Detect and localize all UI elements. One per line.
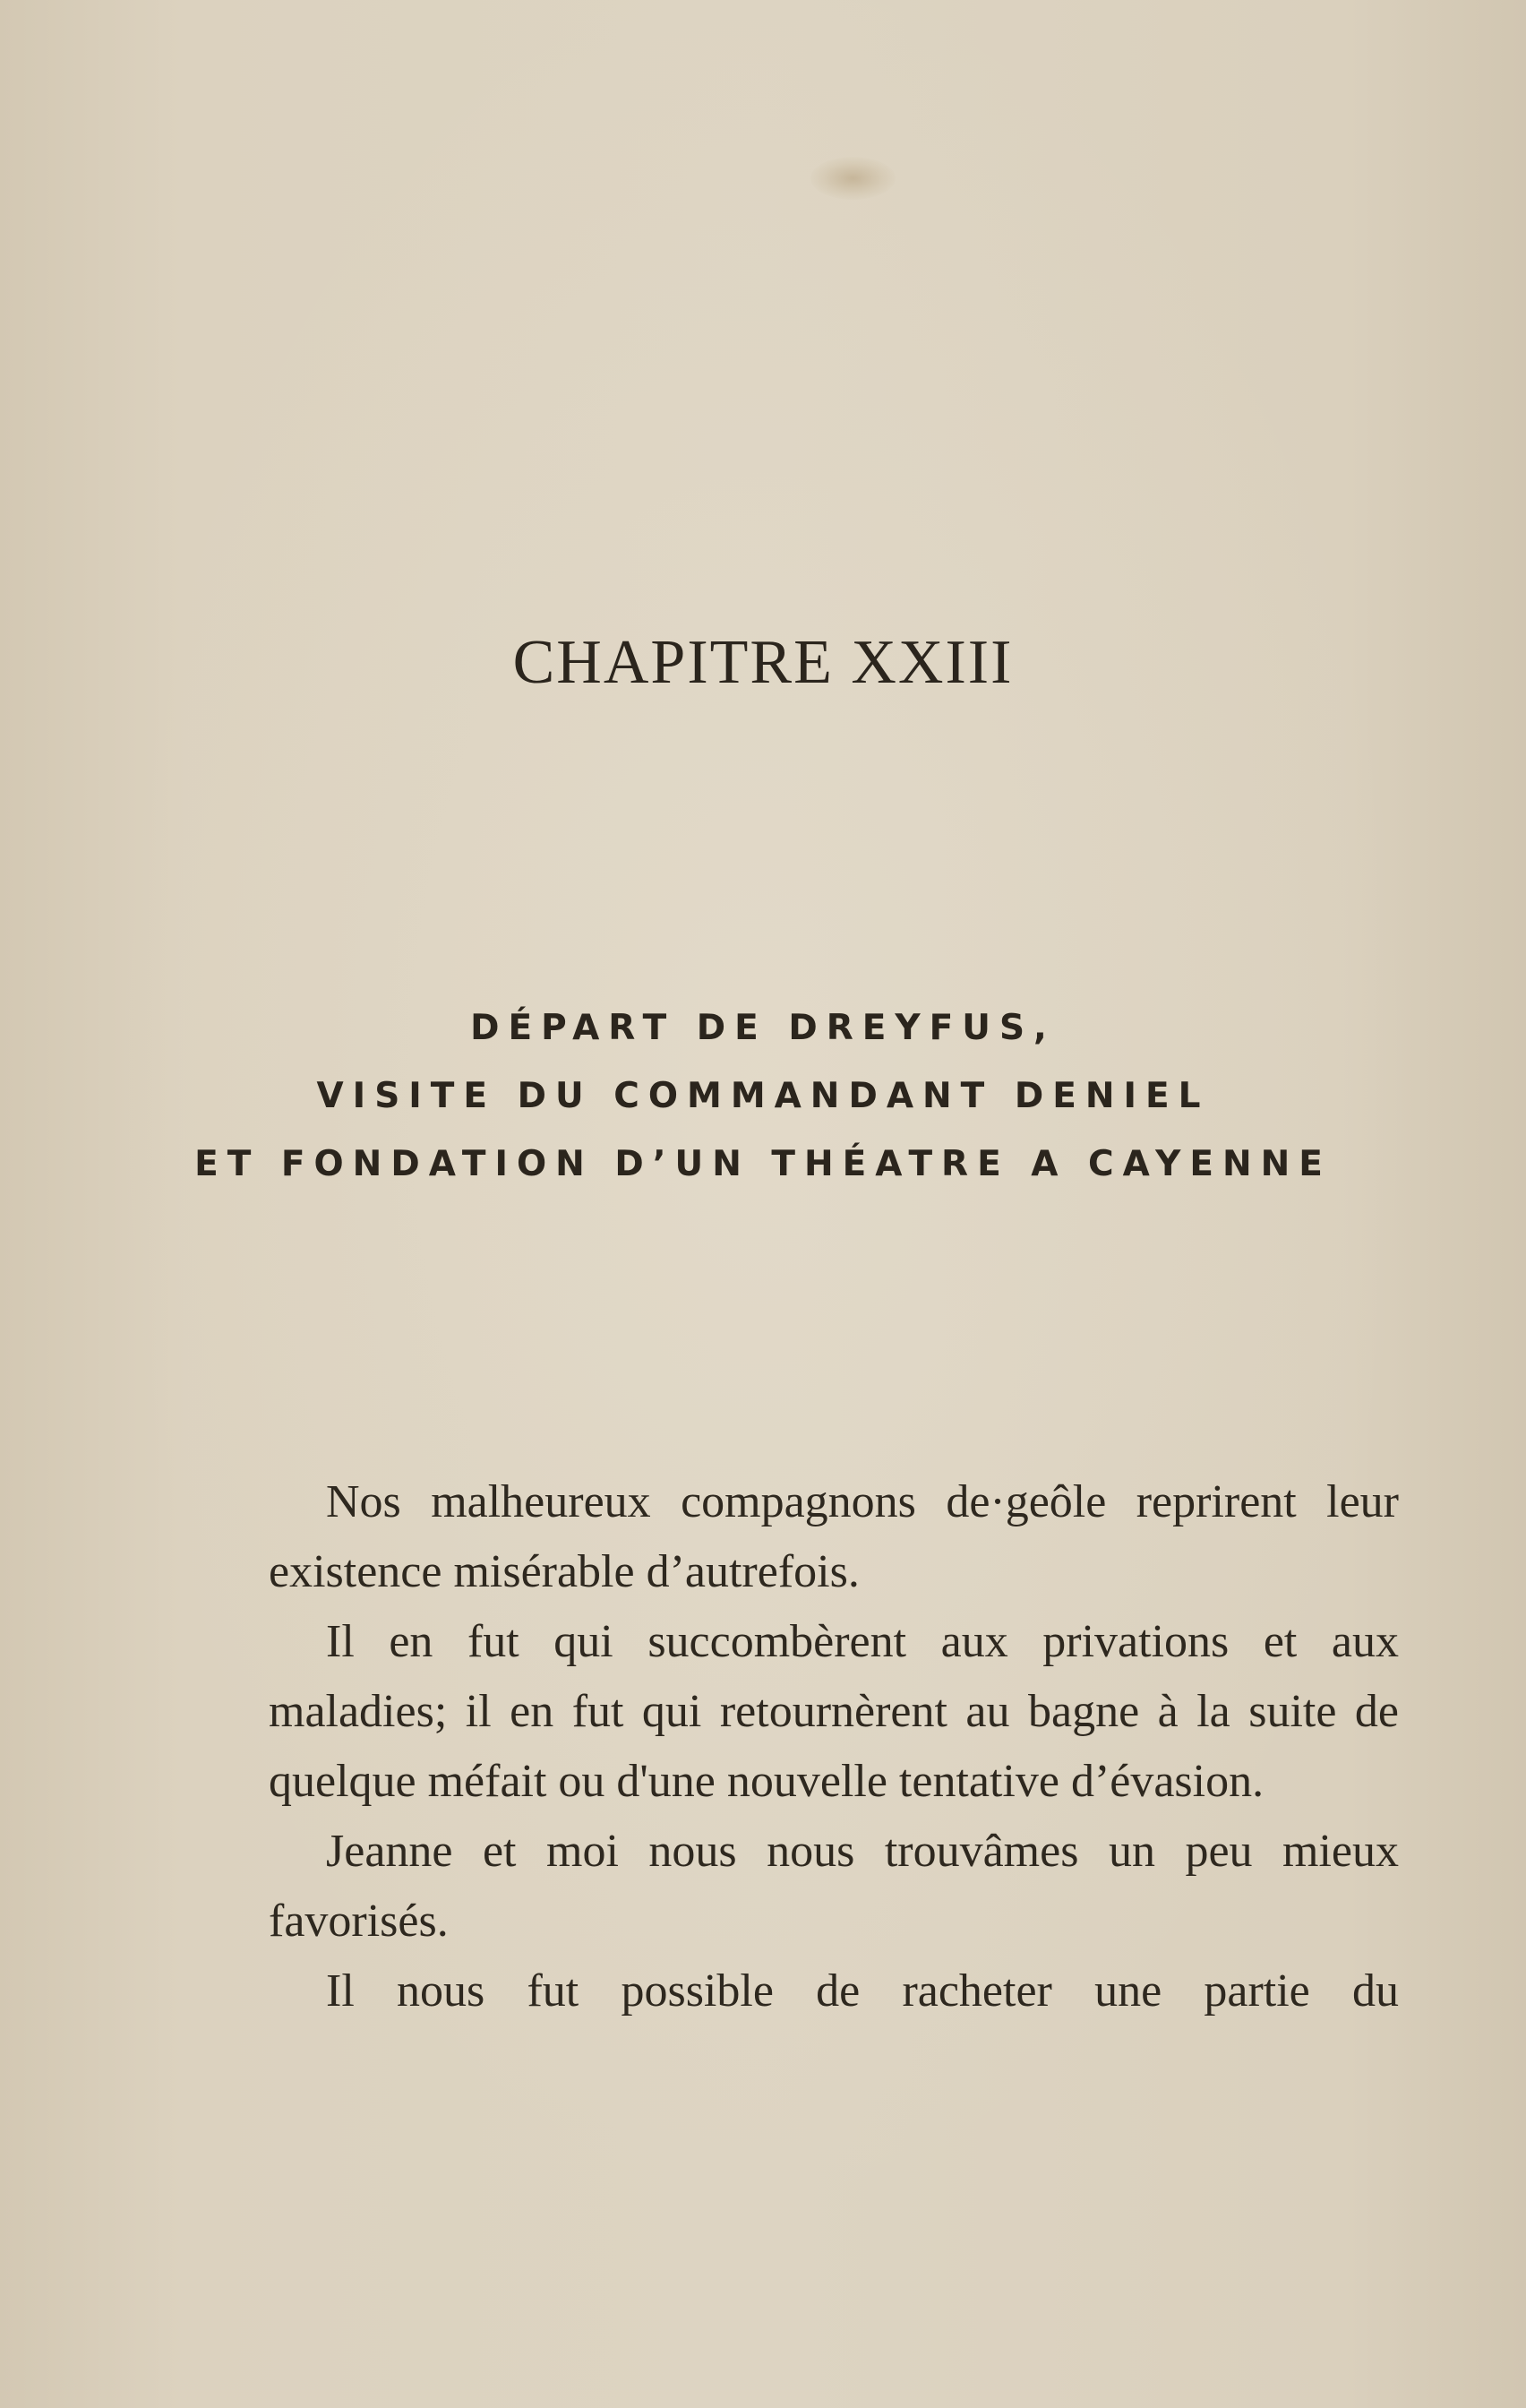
- chapter-title: CHAPITRE XXIII: [512, 628, 1014, 697]
- subtitle-line: ET FONDATION D’UN THÉATRE A CAYENNE: [194, 1144, 1332, 1184]
- paper-stain: [810, 157, 896, 200]
- subtitle-line: VISITE DU COMMANDANT DENIEL: [316, 1076, 1210, 1116]
- paragraph: Il en fut qui succombèrent aux privations et aux maladies; il en fut qui retournèrent au bagne à la suite de quelque méfait ou d'une nouvelle tentative d’évasion.: [269, 1616, 1399, 1807]
- chapter-body: [269, 1467, 1399, 2026]
- paragraph: Nos malheureux compagnons de·geôle reprirent leur existence misérable d’autrefois.: [269, 1476, 1399, 1597]
- paragraph: Il nous fut possible de racheter une partie du: [326, 1965, 1399, 2017]
- paragraph: Jeanne et moi nous nous trouvâmes un peu mieux favorisés.: [269, 1826, 1399, 1947]
- subtitle-line: DÉPART DE DREYFUS,: [470, 1008, 1056, 1048]
- chapter-subtitle: [0, 994, 1526, 1199]
